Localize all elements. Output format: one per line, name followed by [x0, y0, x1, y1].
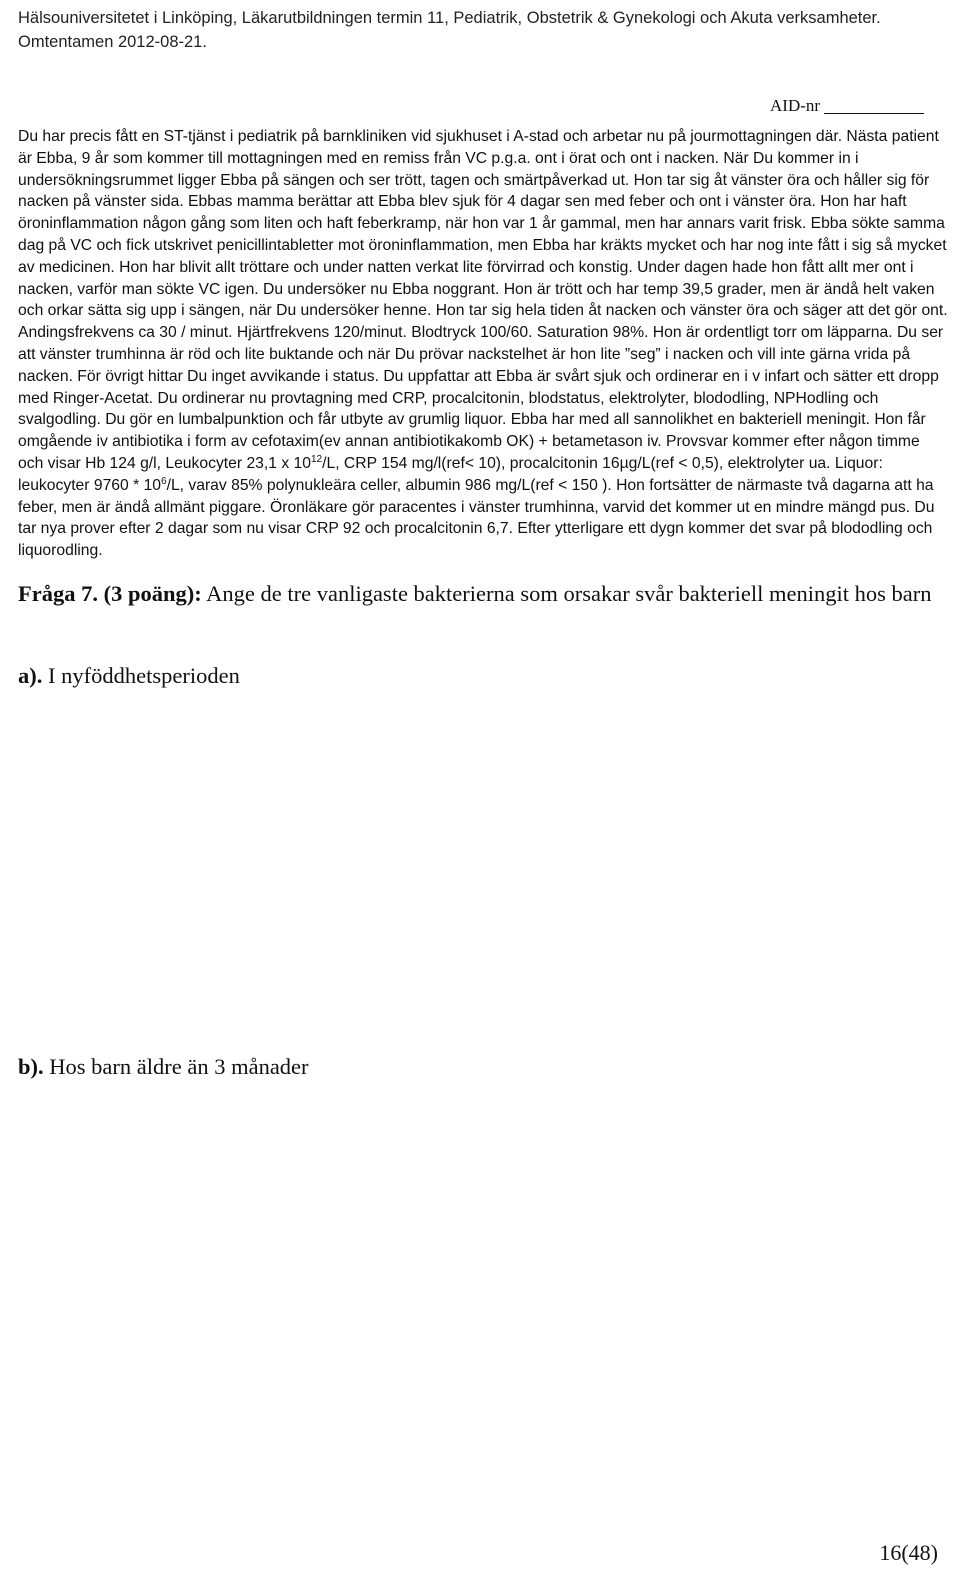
case-description — [18, 126, 948, 562]
aid-blank-line — [824, 113, 924, 114]
document-header — [18, 6, 948, 54]
header-course-line: Hälsouniversitetet i Linköping, Läkarutbildningen termin 11, Pediatrik, Obstetrik & Gynekologi och Akuta verksamheter. — [18, 9, 881, 27]
case-text-part-1: Du har precis fått en ST-tjänst i pediatrik på barnkliniken vid sjukhuset i A-stad och arbetar nu på jourmottagningen där. Nästa patient är Ebba, 9 år som kommer till mottagningen med en remiss från VC p.g.a. ont i örat och ont i nacken. När Du kommer in i undersökningsrummet ligger Ebba på sängen och ser trött, tagen och smärtpåverkad ut. Hon tar sig åt vänster öra och håller sig för nacken på vänster sida. Ebbas mamma berättar att Ebba blev sjuk för 4 dagar sen med feber och ont i vänster öra. Hon har haft öroninflammation någon gång som liten och haft feberkramp, när hon var 1 år gammal, men har annars varit frisk. Ebba sökte samma dag på VC och fick utskrivet penicillintabletter mot öroninflammation, men Ebba har kräkts mycket och har nog inte fått i sig så mycket av medicinen. Hon har blivit allt tröttare och under natten verkat lite förvirrad och konstig. Under dagen hade hon fått allt mer ont i nacken, varför man sökte VC igen. Du undersöker nu Ebba noggrant. Hon är trött och har temp 39,5 grader, men är ändå helt vaken och orkar sätta sig upp i sängen, när Du undersöker henne. Hon tar sig hela tiden åt nacken och vänster öra och säger att det gör ont. Andingsfrekvens ca 30 / minut. Hjärtfrekvens 120/minut. Blodtryck 100/60. Saturation 98%. Hon är ordentligt torr om läpparna. Du ser att vänster trumhinna är röd och lite buktande och när Du prövar nackstelhet är hon lite ”seg” i nacken och vill inte gärna vrida på nacken. För övrigt hittar Du inget avvikande i status. Du uppfattar att Ebba är svårt sjuk och ordinerar en i v infart och sätter ett dropp med Ringer-Acetat. Du ordinerar nu provtagning med CRP, procalcitonin, blodstatus, elektrolyter, blododling, NPHodling och svalgodling. Du gör en lumbalpunktion och får utbyte av grumlig liquor. Ebba har med all sannolikhet en bakteriell meningit. Hon får omgående iv antibiotika i form av cefotaxim(ev annan antibiotikakomb OK) + betametason iv. Provsvar kommer efter någon timme och visar Hb 124 g/l, Leukocyter 23,1 x 10 — [18, 128, 948, 472]
case-text-part-3: /L, varav 85% polynukleära celler, albumin 986 mg/L(ref < 150 ). Hon fortsätter de närmaste två dagarna att ha feber, men är ändå allmänt piggare. Öronläkare gör paracentes i vänster trumhinna, varvid det kommer ut en mindre mängd pus. Du tar nya prover efter 2 dagar som nu visar CRP 92 och procalcitonin 6,7. Efter ytterligare ett dygn kommer det svar på blododling och liquorodling. — [18, 476, 935, 560]
subquestion-a-text: I nyföddhetsperioden — [42, 663, 240, 688]
header-exam-date: Omtentamen 2012-08-21. — [18, 33, 207, 51]
aid-label: AID-nr — [770, 96, 821, 115]
aid-number-field — [770, 96, 924, 116]
subquestion-b-text: Hos barn äldre än 3 månader — [43, 1054, 309, 1079]
question-text: Ange de tre vanligaste bakterierna som orsakar svår bakteriell meningit hos barn — [201, 581, 932, 606]
question-label: Fråga 7. (3 poäng): — [18, 581, 202, 606]
exponent-12: 12 — [311, 453, 323, 465]
exponent-6: 6 — [161, 475, 167, 487]
page-number: 16(48) — [879, 1540, 938, 1565]
case-text-part-2: /L, CRP 154 mg/l(ref< 10), procalcitonin 16µg/L(ref < 0,5), elektrolyter ua. Liquor: leukocyter 9760 * 10 — [18, 454, 883, 494]
subquestion-a — [18, 662, 240, 690]
subquestion-a-label: a). — [18, 663, 43, 688]
subquestion-b-label: b). — [18, 1054, 44, 1079]
question-7 — [18, 580, 943, 608]
case-text — [18, 126, 948, 562]
subquestion-b — [18, 1053, 309, 1081]
